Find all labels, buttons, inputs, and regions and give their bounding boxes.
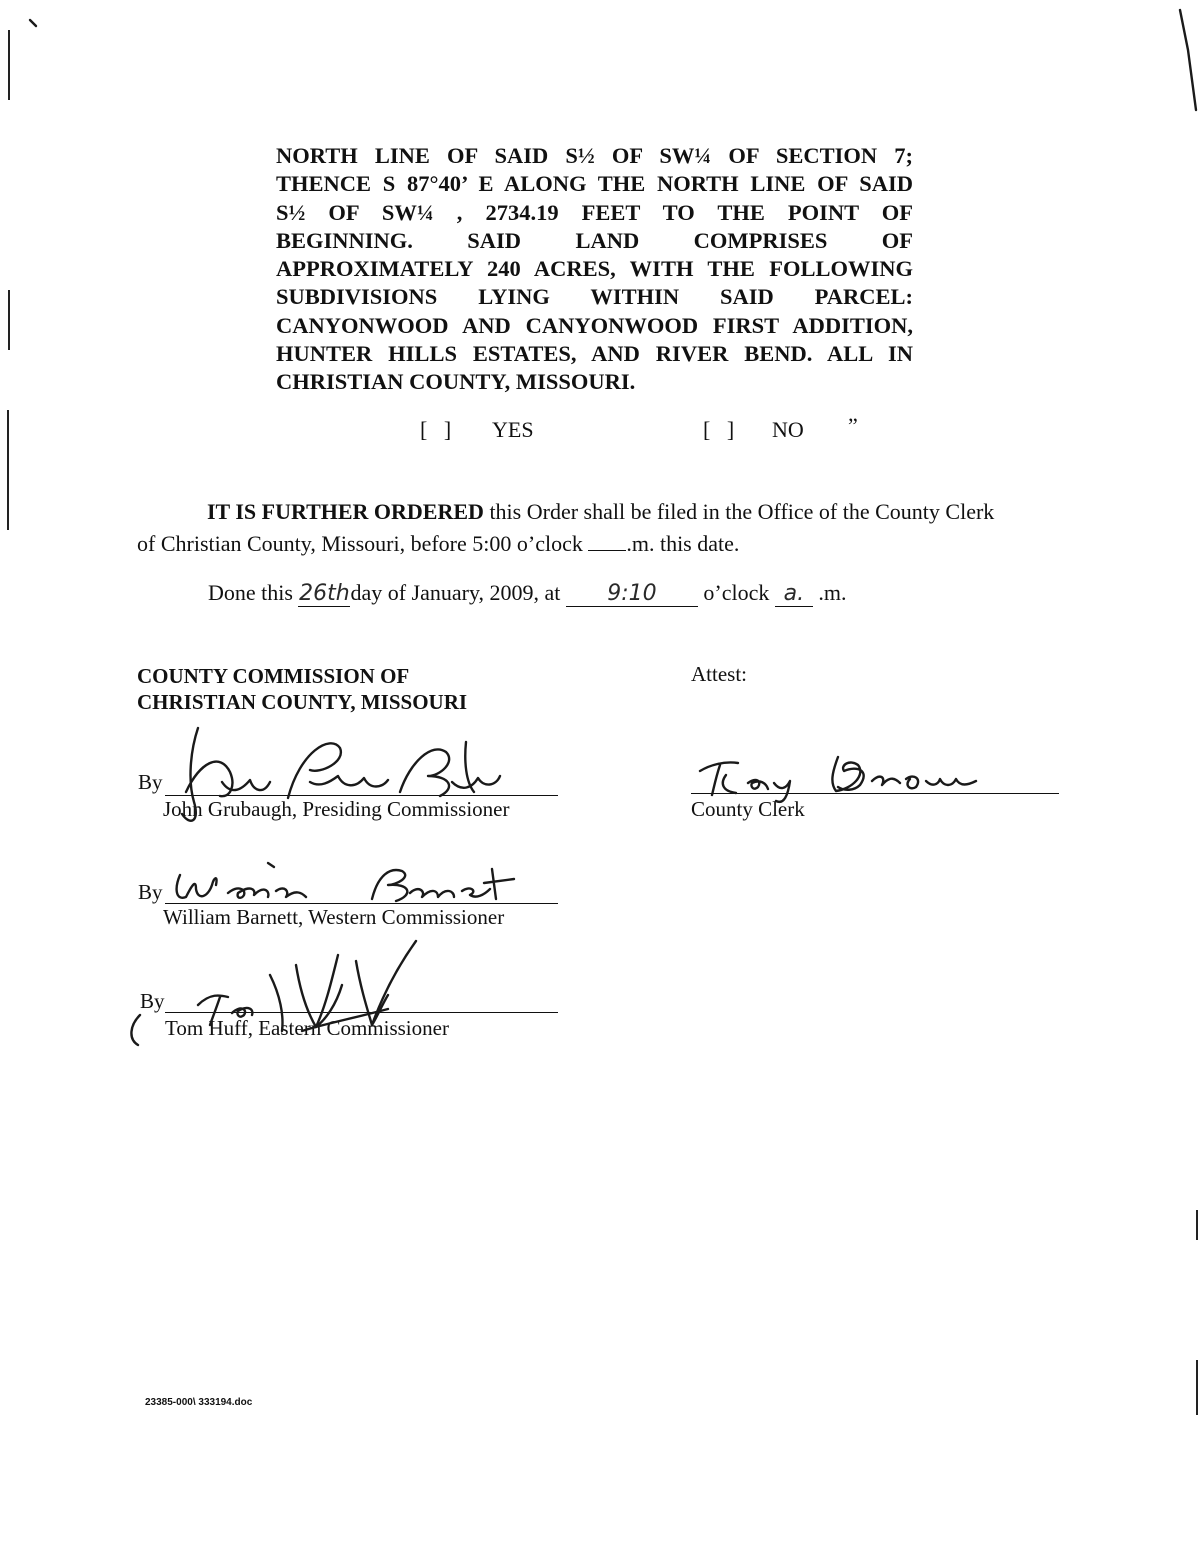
legal-line: APPROXIMATELY 240 ACRES, WITH THE FOLLOWING: [276, 256, 913, 282]
signature-barnett: [166, 855, 526, 915]
order-lead: IT IS FURTHER ORDERED: [207, 499, 484, 524]
legal-line: HUNTER HILLS ESTATES, AND RIVER BEND. ALL IN: [276, 341, 913, 367]
by-label: By: [140, 989, 165, 1013]
legal-line: CANYONWOOD AND CANYONWOOD FIRST ADDITION,: [276, 312, 913, 338]
legal-line: NORTH LINE OF SAID S½ OF SW¼ OF SECTION 7;: [276, 143, 913, 168]
commission-header: [137, 663, 467, 715]
scan-edge-mark: [1196, 1360, 1198, 1415]
done-oclock: o’clock: [697, 580, 775, 605]
no-checkbox[interactable]: [ ]: [703, 417, 735, 442]
done-suffix: .m.: [812, 580, 847, 605]
attest-label: Attest:: [691, 662, 747, 686]
closing-quote: ”: [848, 413, 858, 438]
yes-label: YES: [492, 417, 534, 442]
done-this-line: [208, 580, 847, 607]
signatory-caption: William Barnett, Western Commissioner: [163, 905, 505, 929]
signatory-caption: John Grubaugh, Presiding Commissioner: [163, 797, 510, 821]
order-line1-text: this Order shall be filed in the Office of the County Clerk: [483, 499, 995, 524]
scan-edge-mark: [8, 290, 10, 350]
day-handwritten[interactable]: 26th: [299, 581, 350, 606]
legal-line: SUBDIVISIONS LYING WITHIN SAID PARCEL:: [276, 284, 913, 310]
further-order-paragraph: [137, 496, 1059, 560]
done-prefix: Done this: [208, 580, 299, 605]
legal-line: S½ OF SW¼ , 2734.19 FEET TO THE POINT OF: [276, 199, 913, 225]
scan-corner-mark: [1178, 0, 1200, 120]
clerk-caption: County Clerk: [691, 797, 805, 821]
signature-kay-brown: [690, 735, 1000, 805]
order-line2-end: .m. this date.: [626, 531, 740, 556]
time-handwritten[interactable]: 9:10: [566, 581, 698, 607]
signature-huff: [120, 935, 450, 1050]
signatory-caption: Tom Huff, Eastern Commissioner: [165, 1016, 449, 1040]
order-line2-text: of Christian County, Missouri, before 5:00 o’clock: [137, 531, 589, 556]
legal-line: THENCE S 87°40’ E ALONG THE NORTH LINE OF SAID: [276, 171, 913, 197]
legal-description: [276, 142, 913, 397]
scan-edge-mark: [1196, 1210, 1198, 1240]
am-pm-blank[interactable]: [588, 534, 626, 551]
commission-header-line: CHRISTIAN COUNTY, MISSOURI: [137, 690, 468, 714]
legal-line: CHRISTIAN COUNTY, MISSOURI.: [276, 369, 636, 395]
by-label: By: [138, 770, 163, 794]
by-label: By: [138, 880, 163, 904]
ampm-handwritten[interactable]: a.: [775, 581, 813, 607]
legal-line: BEGINNING. SAID LAND COMPRISES OF: [276, 227, 913, 253]
done-mid: day of January, 2009, at: [350, 580, 566, 605]
no-label: NO: [772, 417, 804, 442]
signature-grubaugh: [160, 722, 520, 832]
yes-checkbox[interactable]: [ ]: [420, 417, 452, 442]
scan-tick-mark: [28, 18, 40, 30]
scan-edge-mark: [8, 30, 10, 100]
document-reference: 23385-000\ 333194.doc: [145, 1397, 253, 1408]
scan-edge-mark: [7, 410, 9, 530]
commission-header-line: COUNTY COMMISSION OF: [137, 664, 410, 688]
